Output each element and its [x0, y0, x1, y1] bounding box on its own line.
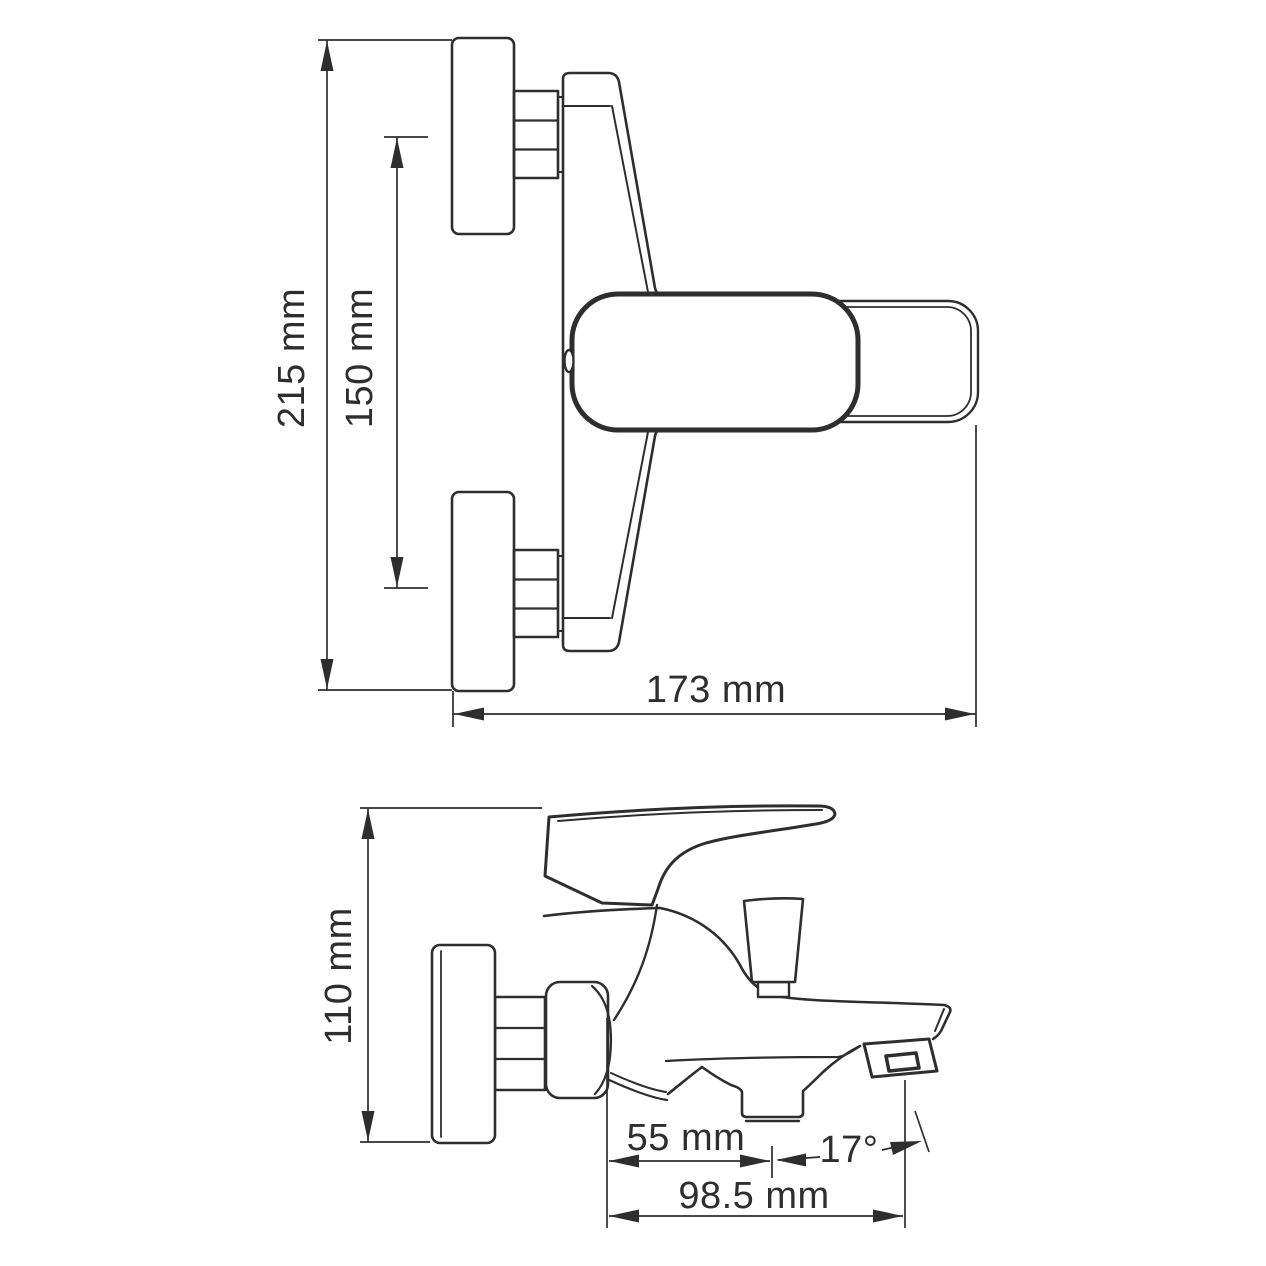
side-view	[271, 38, 978, 727]
spout-crease-line	[666, 1046, 860, 1061]
hex-nut-upper	[514, 91, 563, 178]
escutcheon	[546, 982, 608, 1098]
diverter-knob	[744, 898, 803, 982]
dim-label-total-depth: 173 mm	[645, 669, 787, 711]
wall-plate-upper	[452, 38, 514, 234]
handle-pivot-detail	[565, 350, 574, 372]
dim-label-spout-angle: 17°	[819, 1129, 879, 1171]
escutcheon-bottom-rim-inner	[611, 1073, 666, 1092]
dim-label-spout-reach: 98.5 mm	[678, 1175, 830, 1217]
dim-label-body-height: 110 mm	[318, 907, 360, 1045]
lever-handle-front	[545, 806, 835, 905]
cartridge-housing-line	[614, 905, 657, 1020]
diverter-stem	[758, 982, 789, 997]
dim-label-total-height: 215 mm	[271, 287, 313, 429]
dim-label-spout-port-offset: 55 mm	[626, 1117, 746, 1159]
dim-label-mount-spacing: 150 mm	[339, 287, 381, 429]
spout-upper-silhouette	[660, 908, 950, 1039]
wall-plate-lower	[452, 492, 514, 691]
front-view	[318, 806, 950, 1228]
hex-nut-front	[495, 997, 545, 1090]
lever-handle-grip	[572, 294, 858, 430]
valve-body-top-line	[544, 908, 660, 916]
hex-nut-lower	[514, 550, 563, 637]
